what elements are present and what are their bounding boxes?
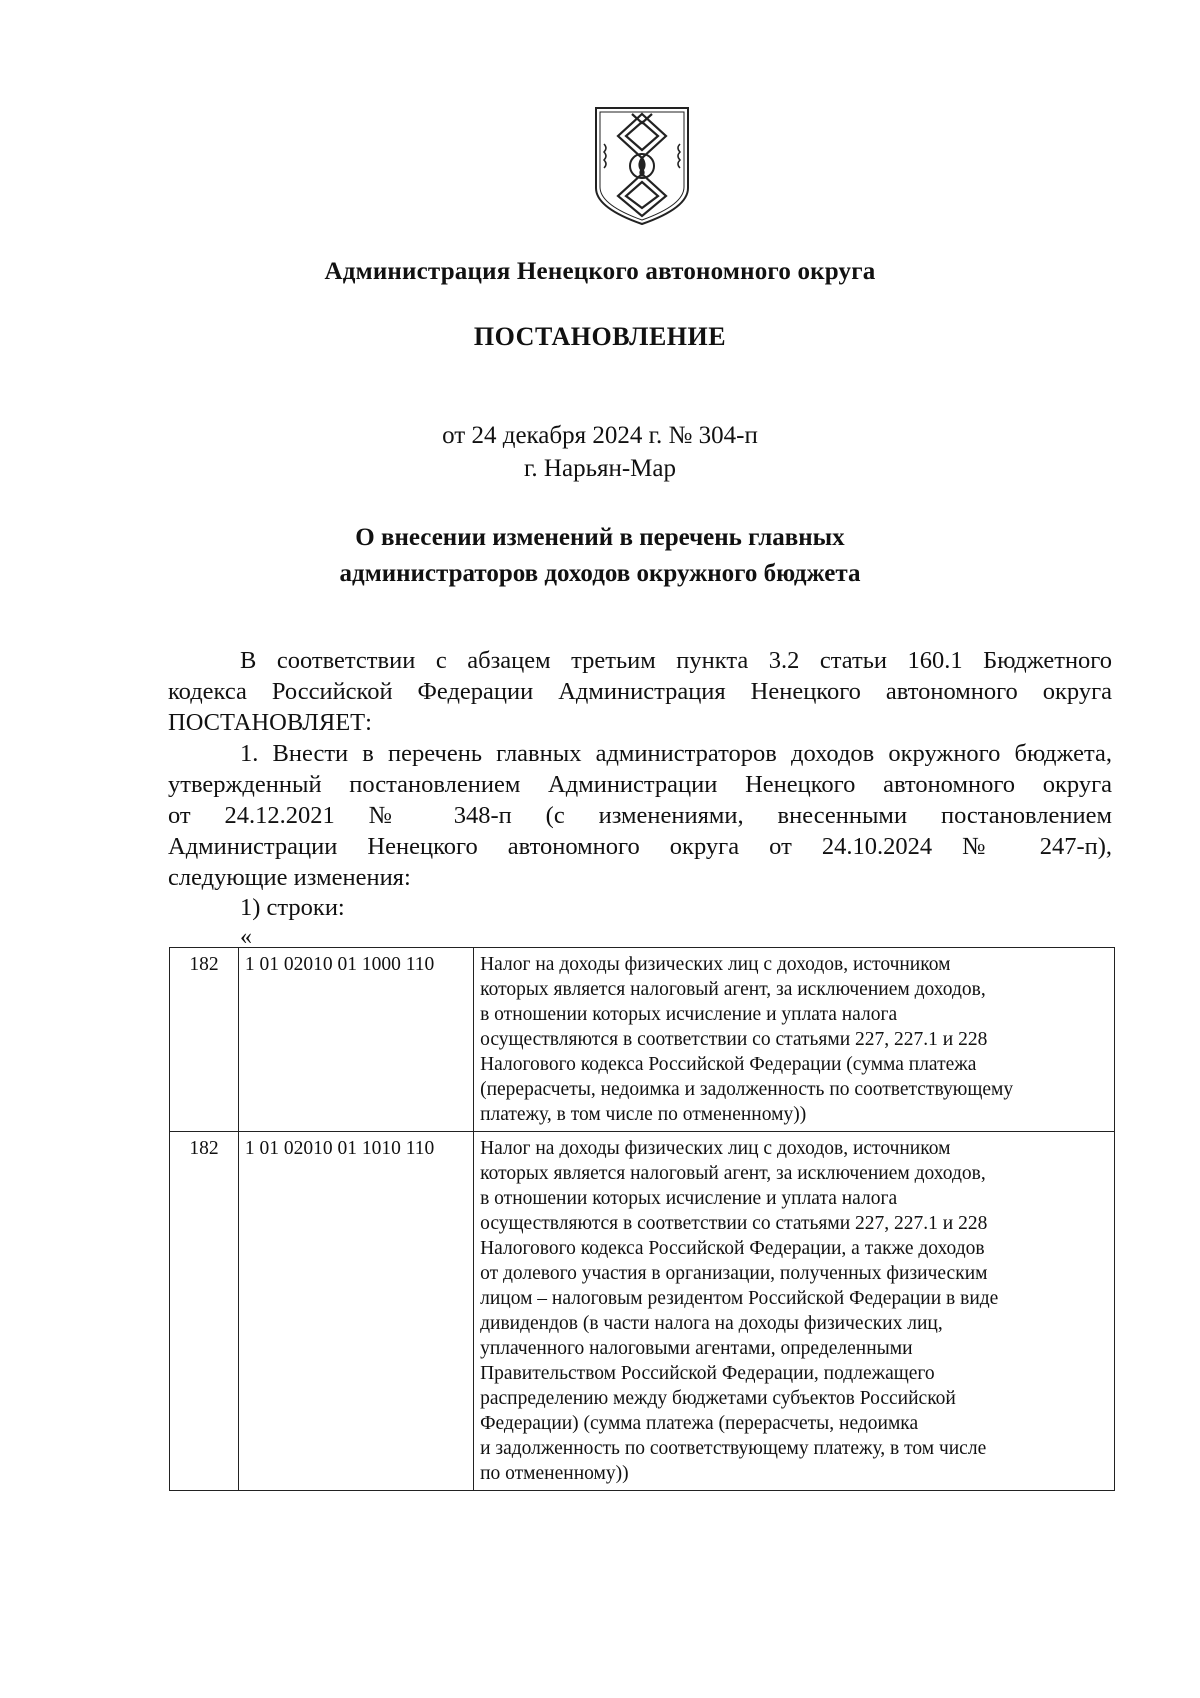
- description-line: осуществляются в соответствии со статьями 227, 227.1 и 228: [480, 1213, 988, 1234]
- paragraph-line: В соответствии с абзацем третьим пункта 3.2 статьи 160.1 Бюджетного: [240, 647, 1112, 674]
- kbk-cell: 1 01 02010 01 1010 110: [238, 1132, 473, 1491]
- item-paragraph: [168, 738, 1112, 893]
- title-line: О внесении изменений в перечень главных: [355, 524, 845, 551]
- description-line: Налогового кодекса Российской Федерации, а также доходов: [480, 1238, 985, 1259]
- income-codes-table: [169, 947, 1115, 1491]
- paragraph-line: кодекса Российской Федерации Администрация Ненецкого автономного округа: [168, 678, 1112, 705]
- preamble-paragraph: [168, 645, 1112, 738]
- admin-code-cell: 182: [170, 948, 239, 1132]
- document-date-number: от 24 декабря 2024 г. № 304-п: [442, 422, 758, 449]
- description-line: Налог на доходы физических лиц с доходов, источником: [480, 1138, 951, 1159]
- description-line: Правительством Российской Федерации, подлежащего: [480, 1363, 935, 1384]
- title-line: администраторов доходов окружного бюджета: [339, 560, 861, 587]
- description-line: уплаченного налоговыми агентами, определенными: [480, 1338, 913, 1359]
- paragraph-line: следующие изменения:: [168, 864, 411, 891]
- description-cell: [474, 948, 1115, 1132]
- opening-quote: «: [240, 924, 252, 950]
- description-line: лицом – налоговым резидентом Российской Федерации в виде: [480, 1288, 999, 1309]
- description-line: по отмененному)): [480, 1463, 629, 1484]
- paragraph-line: утвержденный постановлением Администрации Ненецкого автономного округа: [168, 771, 1112, 798]
- table-row: [170, 1132, 1115, 1491]
- paragraph-line: 1. Внести в перечень главных администраторов доходов окружного бюджета,: [240, 740, 1112, 767]
- description-line: осуществляются в соответствии со статьями 227, 227.1 и 228: [480, 1029, 988, 1050]
- description-line: (перерасчеты, недоимка и задолженность по соответствующему: [480, 1079, 1014, 1100]
- paragraph-line: ПОСТАНОВЛЯЕТ:: [168, 709, 372, 736]
- description-cell: [474, 1132, 1115, 1491]
- description-line: и задолженность по соответствующему платежу, в том числе: [480, 1438, 987, 1459]
- table-row: [170, 948, 1115, 1132]
- description-line: которых является налоговый агент, за исключением доходов,: [480, 1163, 986, 1184]
- description-line: платежу, в том числе по отмененному)): [480, 1104, 807, 1125]
- organization-name: Администрация Ненецкого автономного округа: [324, 258, 876, 285]
- admin-code-cell: 182: [170, 1132, 239, 1491]
- document-type: ПОСТАНОВЛЕНИЕ: [473, 322, 727, 351]
- description-line: в отношении которых исчисление и уплата налога: [480, 1188, 898, 1209]
- description-line: которых является налоговый агент, за исключением доходов,: [480, 979, 986, 1000]
- paragraph-line: от 24.12.2021 № 348-п (с изменениями, внесенными постановлением: [168, 802, 1112, 829]
- description-line: в отношении которых исчисление и уплата налога: [480, 1004, 898, 1025]
- description-line: Налог на доходы физических лиц с доходов, источником: [480, 954, 951, 975]
- description-line: Налогового кодекса Российской Федерации (сумма платежа: [480, 1054, 977, 1075]
- coat-of-arms-nenets-icon: [592, 104, 692, 228]
- description-line: от долевого участия в организации, полученных физическим: [480, 1263, 988, 1284]
- subitem-label: 1) строки:: [240, 894, 345, 921]
- kbk-cell: 1 01 02010 01 1000 110: [238, 948, 473, 1132]
- description-line: распределению между бюджетами субъектов Российской: [480, 1388, 956, 1409]
- document-city: г. Нарьян-Мар: [523, 455, 676, 482]
- description-line: дивидендов (в части налога на доходы физических лиц,: [480, 1313, 943, 1334]
- description-line: Федерации) (сумма платежа (перерасчеты, недоимка: [480, 1413, 919, 1434]
- paragraph-line: Администрации Ненецкого автономного округа от 24.10.2024 № 247-п),: [168, 833, 1112, 860]
- document-title: [0, 520, 1200, 592]
